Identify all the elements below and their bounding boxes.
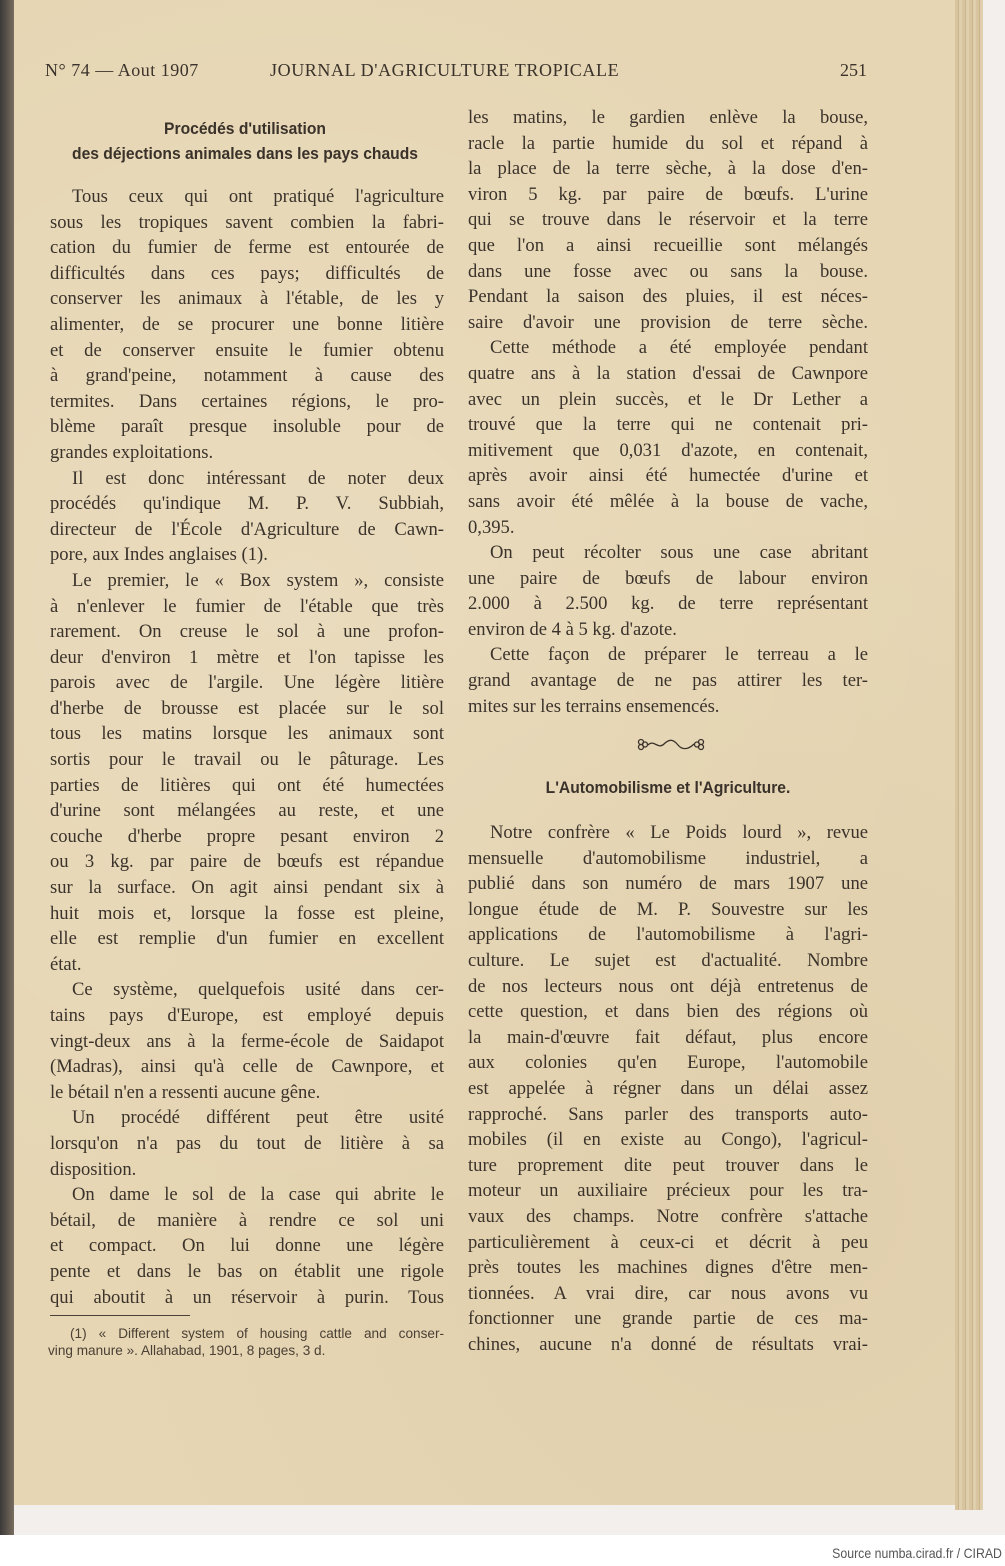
text-line: mitivement que 0,031 d'azote, en contenait,: [468, 439, 868, 461]
text-line: la main-d'œuvre fait défaut, plus encore: [468, 1026, 868, 1048]
page-number: 251: [840, 60, 867, 80]
text-line: sortis pour le travail ou le pâturage. Les: [50, 749, 444, 771]
text-line: d'herbe de brousse est placée sur le sol: [50, 697, 444, 719]
text-line: ving manure ». Allahabad, 1901, 8 pages, 3 d.: [48, 1343, 326, 1358]
text-line: et compact. On lui donne une légère: [50, 1235, 444, 1257]
text-line: après avoir ainsi été humectée d'urine et: [468, 465, 868, 487]
text-line: mites sur les terrains ensemencés.: [468, 695, 720, 717]
text-line: aux colonies qu'en Europe, l'automobile: [468, 1052, 868, 1074]
text-line: d'urine sont mélangées au reste, et une: [50, 800, 444, 822]
journal-title: JOURNAL D'AGRICULTURE TROPICALE: [270, 60, 620, 80]
title-line: des déjections animales dans les pays chauds: [72, 144, 418, 163]
footnote: [48, 1325, 444, 1359]
text-line: la place de la terre sèche, à la dose d'en-: [468, 158, 868, 180]
text-line: elle est remplie d'un fumier en excellent: [50, 928, 444, 950]
source-credit: Source numba.cirad.fr / CIRAD: [832, 1545, 1002, 1561]
footnote-divider: [50, 1315, 190, 1316]
text-line: 0,395.: [468, 516, 515, 538]
text-line: près toutes les machines dignes d'être men-: [468, 1257, 868, 1279]
text-line: ture proprement dite peut trouver dans le: [468, 1154, 868, 1176]
text-line: tains pays d'Europe, est employé depuis: [50, 1005, 444, 1026]
text-line: Un procédé différent peut être usité: [72, 1107, 444, 1129]
text-line: Cette façon de préparer le terreau a le: [490, 644, 868, 666]
text-line: sans avoir été mêlée à la bouse de vache,: [468, 490, 868, 512]
text-line: avec un plein succès, et le Dr Lether a: [468, 388, 868, 410]
text-line: vingt-deux ans à la ferme-école de Saidapot: [50, 1030, 444, 1052]
text-line: sur la surface. On agit ainsi pendant six à: [50, 877, 444, 899]
right-column-bottom: [468, 820, 868, 1357]
text-line: publié dans son numéro de mars 1907 une: [468, 873, 868, 895]
text-line: rarement. On creuse le sol à une profon-: [50, 621, 444, 643]
text-line: trouvé que la terre qui ne contenait pri-: [468, 414, 868, 436]
text-line: Tous ceux qui ont pratiqué l'agriculture: [72, 186, 444, 207]
text-line: blème paraît presque insoluble pour de: [50, 416, 444, 438]
text-line: qui se trouve dans le réservoir et la terre: [468, 209, 868, 231]
text-line: tionnées. A vrai dire, car nous avons vu: [468, 1282, 868, 1304]
text-line: chines, aucune n'a donné de résultats vrai-: [468, 1333, 868, 1355]
text-line: une paire de bœufs de labour environ: [468, 567, 868, 589]
text-line: mobiles (il en existe au Congo), l'agricul-: [468, 1129, 868, 1151]
text-line: quatre ans à la station d'essai de Cawnpore: [468, 362, 868, 384]
text-line: Le premier, le « Box system », consiste: [72, 569, 444, 591]
text-line: sous les tropiques savent combien la fabri-: [50, 211, 444, 233]
text-line: difficultés dans ces pays; difficultés de: [50, 262, 444, 284]
text-line: Il est donc intéressant de noter deux: [72, 467, 444, 489]
text-line: longue étude de M. P. Souvestre sur les: [468, 898, 868, 920]
left-column: [50, 184, 444, 1310]
text-line: deur d'environ 1 mètre et l'on tapisse les: [50, 646, 444, 668]
text-line: et de conserver ensuite le fumier obtenu: [50, 339, 444, 361]
text-line: ou 3 kg. par paire de bœufs est répandue: [50, 851, 444, 873]
text-line: On peut récolter sous une case abritant: [490, 542, 868, 564]
text-line: Pendant la saison des pluies, il est néces-: [468, 286, 868, 308]
text-line: (Madras), ainsi qu'à celle de Cawnpore, et: [50, 1056, 444, 1078]
text-line: Notre confrère « Le Poids lourd », revue: [490, 822, 868, 843]
page-edge-stack: [955, 0, 983, 1510]
text-line: mensuelle d'automobilisme industriel, a: [468, 847, 868, 869]
text-line: Ce système, quelquefois usité dans cer-: [72, 979, 444, 1001]
text-line: les matins, le gardien enlève la bouse,: [468, 107, 868, 128]
text-line: couche d'herbe propre pesant environ 2: [50, 825, 444, 847]
text-line: le bétail n'en a ressenti aucune gêne.: [50, 1081, 321, 1103]
ornament-divider-icon: [636, 736, 706, 752]
text-line: tous les matins lorsque les animaux sont: [50, 723, 444, 745]
article-title-2: L'Automobilisme et l'Agriculture.: [545, 778, 791, 797]
text-line: à grand'peine, notamment à cause des: [50, 365, 444, 387]
text-line: vaux des champs. Notre confrère s'attache: [468, 1205, 868, 1227]
text-line: cation du fumier de ferme est entourée de: [50, 237, 444, 259]
text-line: saire d'avoir une provision de terre sèche.: [468, 311, 868, 333]
text-line: alimenter, de se procurer une bonne litière: [50, 313, 444, 335]
article-title-1: [61, 116, 429, 166]
text-line: applications de l'automobilisme à l'agri-: [468, 924, 868, 946]
text-line: lorsqu'on n'a pas du tout de litière à sa: [50, 1132, 444, 1154]
text-line: est appelée à régner dans un délai assez: [468, 1077, 868, 1099]
text-line: de nos lecteurs nous ont déjà entretenus de: [468, 975, 868, 997]
text-line: particulièrement à ceux-ci et décrit à peu: [468, 1231, 868, 1253]
text-line: pore, aux Indes anglaises (1).: [50, 544, 268, 566]
text-line: 2.000 à 2.500 kg. de terre représentant: [468, 593, 868, 615]
text-line: environ de 4 à 5 kg. d'azote.: [468, 618, 677, 640]
text-line: directeur de l'École d'Agriculture de Cawn-: [50, 518, 444, 540]
text-line: que l'on a ainsi recueillie sont mélangés: [468, 234, 868, 256]
running-header: [45, 60, 867, 86]
text-line: état.: [50, 953, 82, 975]
binding-edge: [0, 0, 14, 1535]
text-line: On dame le sol de la case qui abrite le: [72, 1184, 444, 1206]
text-line: disposition.: [50, 1158, 137, 1180]
issue-date: N° 74 — Aout 1907: [45, 60, 199, 80]
text-line: fonctionner une grande partie de ces ma-: [468, 1308, 868, 1330]
text-line: rapproché. Sans parler des transports auto-: [468, 1103, 868, 1125]
text-line: Cette méthode a été employée pendant: [490, 337, 868, 359]
text-line: cette question, et dans bien des régions où: [468, 1001, 868, 1023]
text-line: termites. Dans certaines régions, le pro-: [50, 390, 444, 412]
text-line: grand avantage de ne pas attirer les ter-: [468, 670, 868, 692]
text-line: racle la partie humide du sol et répand à: [468, 132, 868, 154]
text-line: procédés qu'indique M. P. V. Subbiah,: [50, 493, 444, 515]
text-line: viron 5 kg. par paire de bœufs. L'urine: [468, 183, 868, 205]
text-line: parois avec de l'argile. Une légère litière: [50, 672, 444, 694]
text-line: culture. Le sujet est d'actualité. Nombre: [468, 949, 868, 971]
text-line: grandes exploitations.: [50, 441, 214, 463]
text-line: parties de litières qui ont été humectées: [50, 774, 444, 796]
text-line: conserver les animaux à l'étable, de les y: [50, 288, 444, 310]
text-line: huit mois et, lorsque la fosse est pleine,: [50, 902, 444, 924]
text-line: pente et dans le bas on établit une rigole: [50, 1260, 444, 1282]
text-line: moteur un auxiliaire précieux pour les tra-: [468, 1180, 868, 1202]
text-line: bétail, de manière à rendre ce sol uni: [50, 1209, 444, 1231]
title-line: Procédés d'utilisation: [164, 119, 326, 138]
text-line: qui aboutit à un réservoir à purin. Tous: [50, 1286, 444, 1308]
text-line: (1) « Different system of housing cattle and conser-: [70, 1326, 444, 1341]
text-line: à n'enlever le fumier de l'étable que très: [50, 595, 444, 617]
right-column-top: [468, 105, 868, 719]
text-line: dans une fosse avec ou sans la bouse.: [468, 260, 868, 282]
